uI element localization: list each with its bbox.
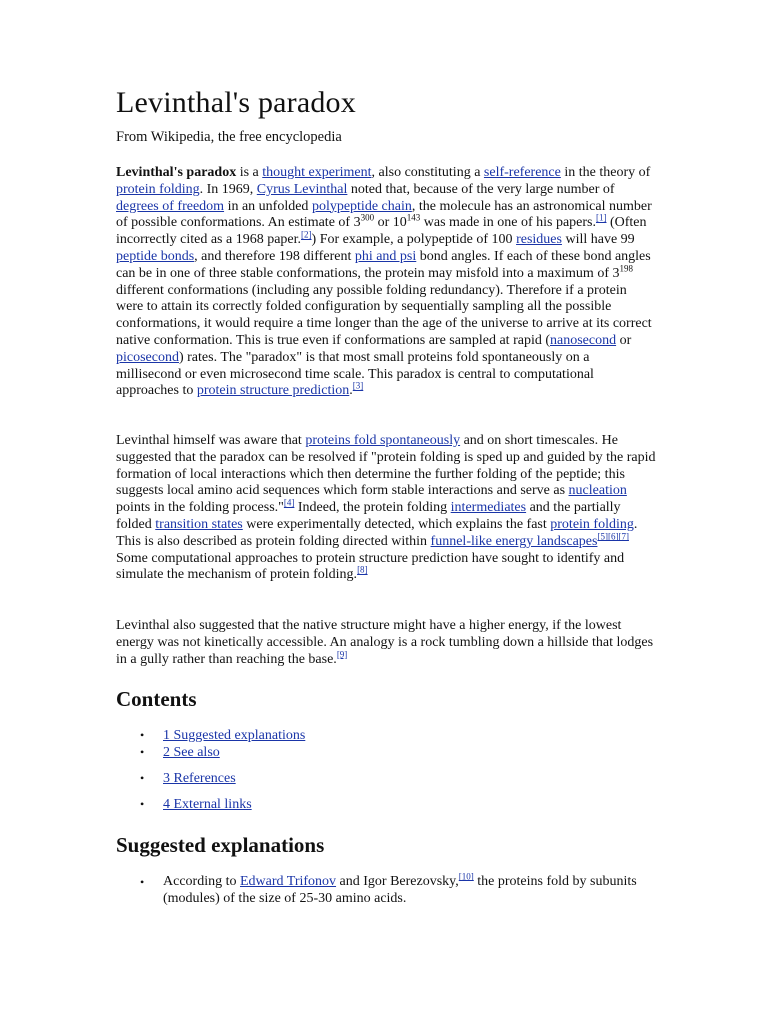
text: or 10 (374, 215, 407, 231)
reference-link[interactable]: [10] (458, 871, 474, 882)
link-polypeptide-chain[interactable]: polypeptide chain (311, 198, 412, 214)
suggested-explanations-heading: Suggested explanations (116, 833, 325, 857)
text: ) rates. The "paradox" is that most small proteins fold spontaneously on a millisecond or even microsecond time scale. This paradox is central to computational approaches to (116, 349, 594, 399)
text: , also constituting a (371, 165, 484, 180)
text: is a (236, 165, 263, 180)
toc-link-external-links[interactable]: 4 External links (163, 797, 252, 812)
text: in an unfolded (224, 198, 312, 214)
link-phi-and-psi[interactable]: phi and psi (354, 248, 417, 264)
text: were experimentally detected, which explains the fast (242, 516, 551, 532)
toc-item (140, 728, 305, 745)
text: points in the folding process." (116, 500, 284, 516)
page-subtitle: From Wikipedia, the free encyclopedia (116, 129, 342, 145)
bold-term: Levinthal's paradox (116, 165, 237, 180)
contents-heading: Contents (116, 687, 197, 711)
reference-link[interactable]: [8] (357, 564, 368, 575)
toc-link-see-also[interactable]: 2 See also (163, 745, 220, 760)
link-nucleation[interactable]: nucleation (568, 483, 627, 499)
link-edward-trifonov[interactable]: Edward Trifonov (239, 874, 337, 889)
text: According to (163, 874, 240, 889)
table-of-contents (140, 728, 305, 814)
link-transition-states[interactable]: transition states (155, 516, 243, 532)
link-self-reference[interactable]: self-reference (483, 165, 561, 180)
toc-link-references[interactable]: 3 References (163, 771, 236, 786)
toc-item (140, 771, 305, 788)
link-protein-folding[interactable]: protein folding (116, 181, 200, 197)
text: Levinthal also suggested that the native structure might have a higher energy, if the lowest energy was not kinetically accessible. An analogy is a rock tumbling down a hillside that lodges in a gully rather than reaching the base. (116, 618, 654, 667)
text: different conformations (including any possible folding redundancy). Therefore if a protein were to attain its correctly folded configuration by sequentially sampling all the possible conformations, it would require a time longer than the age of the universe to arrive at its correct native conformation. This is true even if conformations are sampled at rapid ( (116, 282, 652, 348)
link-thought-experiment[interactable]: thought experiment (262, 165, 372, 180)
text: Indeed, the protein folding (294, 500, 451, 516)
text: will have 99 (561, 232, 635, 248)
text: bond angles. If each of these bond angles can be in one of three stable conformations, the protein may misfold into a maximum of 3 (116, 248, 651, 281)
link-nanosecond[interactable]: nanosecond (550, 332, 617, 348)
text: ) For example, a polypeptide of 100 (311, 232, 517, 248)
exponent: 143 (406, 212, 421, 223)
link-proteins-fold-spontaneously[interactable]: proteins fold spontaneously (305, 433, 461, 448)
text: . This is also described as protein folding directed within (116, 516, 638, 549)
link-cyrus-levinthal[interactable]: Cyrus Levinthal (256, 181, 348, 197)
reference-link[interactable]: [3] (352, 380, 364, 391)
text: and Igor Berezovsky, (336, 874, 459, 889)
exponent: 198 (619, 263, 633, 274)
page-title: Levinthal's paradox (116, 86, 356, 119)
reference-link[interactable]: [4] (283, 497, 295, 508)
text: , the molecule has an astronomical number of possible conformations. An estimate of 3 (116, 198, 652, 231)
link-residues[interactable]: residues (516, 232, 562, 248)
toc-item (140, 745, 305, 762)
exponent: 300 (360, 212, 375, 223)
text: Some computational approaches to protein structure prediction have sought to identify and simulate the mechanism of protein folding. (116, 550, 625, 583)
list-item (140, 871, 656, 908)
text: was made in one of his papers. (420, 215, 596, 231)
reference-link[interactable]: [2] (301, 229, 312, 240)
explanations-list (140, 871, 656, 908)
link-funnel-energy-landscapes[interactable]: funnel-like energy landscapes (430, 533, 598, 549)
text: the proteins fold by subunits (modules) of the size of 25-30 amino acids. (163, 874, 637, 906)
text: (Often incorrectly cited as a 1968 paper. (116, 215, 647, 248)
paragraph-3 (116, 618, 656, 668)
text: , and therefore 198 different (194, 248, 355, 264)
text: and on short timescales. He suggested that the paradox can be resolved if "protein folding is sped up and guided by the rapid formation of local interactions which then determine the further folding of the peptide; this suggests local amino acid sequences which form stable interactions and serve as (116, 433, 656, 499)
toc-item (140, 797, 305, 814)
reference-link[interactable]: [9] (336, 648, 348, 659)
link-degrees-of-freedom[interactable]: degrees of freedom (116, 198, 225, 214)
reference-link[interactable]: [1] (595, 212, 607, 223)
link-picosecond[interactable]: picosecond (116, 349, 179, 365)
intro-paragraph (116, 165, 656, 400)
text: . In 1969, (199, 181, 257, 197)
reference-link[interactable]: [5][6][7] (597, 531, 629, 542)
link-peptide-bonds[interactable]: peptide bonds (116, 248, 195, 264)
text: . (349, 383, 353, 399)
text: noted that, because of the very large number of (347, 181, 615, 197)
link-intermediates[interactable]: intermediates (450, 500, 527, 516)
text: and the partially folded (116, 500, 621, 532)
toc-link-suggested-explanations[interactable]: 1 Suggested explanations (163, 728, 306, 743)
paragraph-2 (116, 433, 656, 584)
text: in the theory of (560, 165, 651, 180)
text: or (616, 332, 632, 348)
link-protein-structure-prediction[interactable]: protein structure prediction (196, 383, 350, 399)
text: Levinthal himself was aware that (116, 433, 306, 448)
link-protein-folding-2[interactable]: protein folding (550, 516, 634, 532)
